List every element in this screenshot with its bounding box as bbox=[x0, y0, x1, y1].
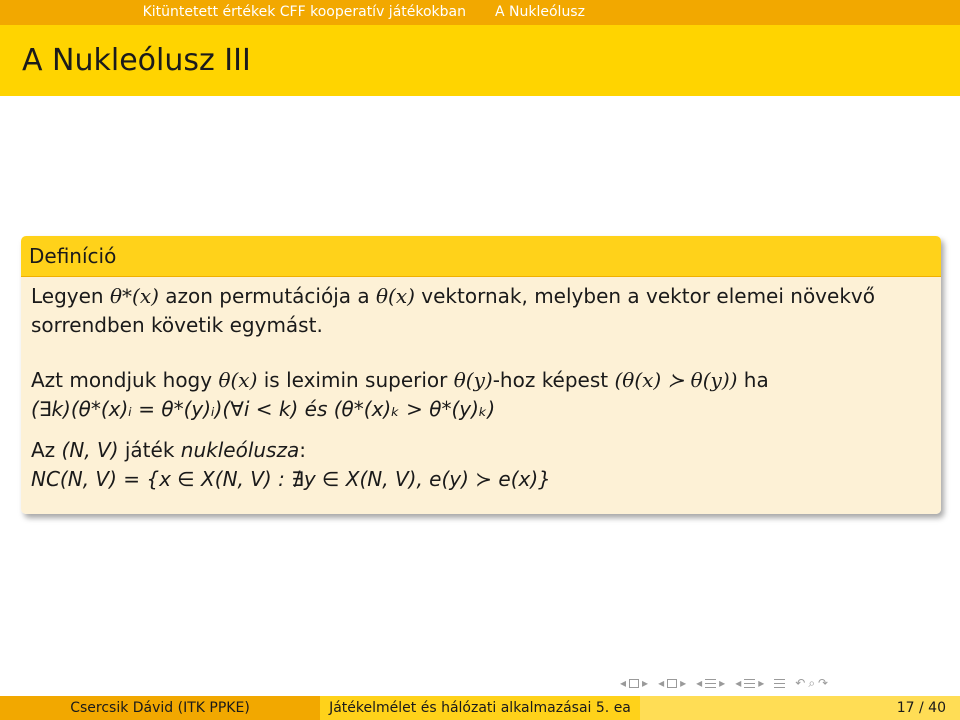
math-leximin-relation: (θ(x) ≻ θ(y)) bbox=[614, 368, 738, 392]
section-icon[interactable] bbox=[705, 679, 716, 688]
definition-block bbox=[21, 236, 941, 514]
footer-page-number: 17 / 40 bbox=[640, 696, 960, 720]
footer-short-title: Játékelmélet és hálózati alkalmazásai 5. ea bbox=[320, 696, 640, 720]
arrow-right-icon[interactable]: ▸ bbox=[642, 676, 649, 690]
definition-paragraph-1: Legyen θ*(x) azon permutációja a θ(x) vektornak, melyben a vektor elemei növekvő sorrendben követik egymást. bbox=[31, 284, 875, 337]
nav-frame-group[interactable] bbox=[620, 676, 648, 690]
math-theta-y: θ(y) bbox=[453, 368, 493, 392]
back-icon[interactable]: ↶ bbox=[795, 676, 806, 690]
nav-section-link[interactable]: Kitüntetett értékek CFF kooperatív játékokban bbox=[142, 4, 466, 20]
frame-title: A Nukleólusz III bbox=[22, 43, 251, 78]
definition-paragraph-3: Az (N, V) játék nukleólusza: bbox=[31, 438, 306, 462]
arrow-left-icon[interactable]: ◂ bbox=[620, 676, 627, 690]
math-theta-x: θ(x) bbox=[376, 284, 415, 308]
math-nucleolus-formula: NC(N, V) = {x ∈ X(N, V) : ∄y ∈ X(N, V), e(y) ≻ e(x)} bbox=[31, 467, 551, 491]
align-icon[interactable] bbox=[774, 679, 785, 688]
nav-document-group[interactable] bbox=[735, 676, 764, 690]
definition-paragraph-2: Azt mondjuk hogy θ(x) is leximin superior θ(y)-hoz képest (θ(x) ≻ θ(y)) ha bbox=[31, 368, 769, 392]
term-nucleolus: nukleólusza bbox=[180, 438, 300, 462]
document-icon[interactable] bbox=[744, 679, 755, 688]
arrow-right-icon[interactable]: ▸ bbox=[680, 676, 687, 690]
arrow-left-icon[interactable]: ◂ bbox=[658, 676, 665, 690]
nav-section-group[interactable] bbox=[696, 676, 725, 690]
arrow-right-icon[interactable]: ▸ bbox=[758, 676, 765, 690]
math-theta-x: θ(x) bbox=[218, 368, 258, 392]
definition-heading: Definíció bbox=[21, 236, 941, 277]
arrow-left-icon[interactable]: ◂ bbox=[696, 676, 703, 690]
arrow-left-icon[interactable]: ◂ bbox=[735, 676, 742, 690]
math-game-nv: (N, V) bbox=[61, 438, 119, 462]
search-icon[interactable]: ⌕ bbox=[808, 675, 816, 690]
nav-subsection-link[interactable]: A Nukleólusz bbox=[495, 4, 585, 20]
frame-icon[interactable] bbox=[629, 679, 639, 688]
math-theta-star-x: θ*(x) bbox=[109, 284, 159, 308]
footer-bar bbox=[0, 696, 960, 720]
nav-search-group[interactable] bbox=[795, 676, 828, 691]
forward-icon[interactable]: ↷ bbox=[818, 676, 829, 690]
top-navigation-bar bbox=[0, 0, 960, 25]
definition-nucleolus-formula bbox=[31, 465, 931, 494]
math-leximin-condition: (∃k)(θ*(x)ᵢ = θ*(y)ᵢ)(∀i < k) és (θ*(x)ₖ > θ*(y)ₖ) bbox=[31, 397, 496, 421]
nav-align-group[interactable] bbox=[774, 679, 785, 688]
definition-body bbox=[21, 277, 941, 514]
beamer-navigation-symbols bbox=[620, 675, 828, 691]
frame-title-bar bbox=[0, 25, 960, 96]
footer-author: Csercsik Dávid (ITK PPKE) bbox=[0, 696, 320, 720]
nav-subsection-group[interactable] bbox=[658, 676, 686, 690]
arrow-right-icon[interactable]: ▸ bbox=[719, 676, 726, 690]
subsection-icon[interactable] bbox=[667, 679, 677, 688]
definition-leximin-condition bbox=[31, 395, 931, 424]
